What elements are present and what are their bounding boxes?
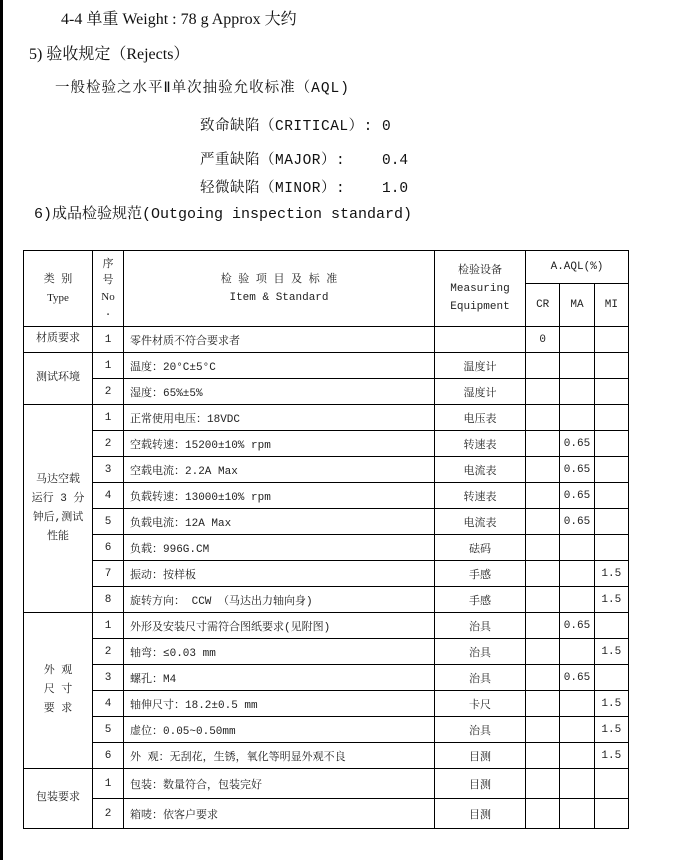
table-row — [24, 379, 629, 405]
type-cell-line: 尺 寸 — [43, 684, 73, 696]
mi-cell — [594, 327, 628, 353]
cr-cell — [526, 561, 560, 587]
aql-critical-value: 0 — [382, 119, 391, 135]
header-no-dot: . — [104, 306, 112, 319]
table-row — [24, 587, 629, 613]
item-cell: 空载电流：2.2A Max — [124, 457, 435, 483]
mi-cell: 1.5 — [594, 587, 628, 613]
page-edge — [0, 0, 3, 860]
mi-cell: 1.5 — [594, 691, 628, 717]
no-cell: 2 — [93, 639, 124, 665]
no-cell: 8 — [93, 587, 124, 613]
no-cell: 5 — [93, 509, 124, 535]
no-cell: 6 — [93, 743, 124, 769]
type-cell: 材质要求 — [24, 327, 93, 353]
equipment-cell: 砝码 — [435, 535, 526, 561]
ma-cell — [560, 535, 594, 561]
ma-cell — [560, 327, 594, 353]
equipment-cell: 治具 — [435, 665, 526, 691]
equipment-cell: 目测 — [435, 799, 526, 829]
ma-cell: 0.65 — [560, 613, 594, 639]
no-cell: 5 — [93, 717, 124, 743]
aql-major-value: 0.4 — [382, 153, 409, 169]
cr-cell — [526, 353, 560, 379]
aql-critical-label: 致命缺陷（CRITICAL）: — [200, 119, 373, 135]
header-ma: MA — [560, 284, 594, 327]
equipment-cell: 湿度计 — [435, 379, 526, 405]
item-cell: 包装：数量符合，包装完好 — [124, 769, 435, 799]
equipment-cell: 治具 — [435, 717, 526, 743]
item-cell: 零件材质不符合要求者 — [124, 327, 435, 353]
no-cell: 7 — [93, 561, 124, 587]
item-cell: 空载转速：15200±10% rpm — [124, 431, 435, 457]
aql-intro: 一般检验之水平Ⅱ单次抽验允收标准（AQL) — [55, 81, 350, 97]
item-cell: 箱唛：依客户要求 — [124, 799, 435, 829]
header-no-cn-1: 序 — [102, 258, 114, 271]
header-item — [124, 251, 435, 327]
header-type — [24, 251, 93, 327]
no-cell: 1 — [93, 405, 124, 431]
aql-minor-value: 1.0 — [382, 181, 409, 197]
item-cell: 虚位：0.05~0.50mm — [124, 717, 435, 743]
item-cell: 轴伸尺寸：18.2±0.5 mm — [124, 691, 435, 717]
header-no-en: No — [101, 290, 115, 303]
item-cell: 湿度：65%±5% — [124, 379, 435, 405]
type-cell-line: 马达空载 — [36, 473, 80, 486]
type-cell-line: 性能 — [47, 530, 69, 543]
mi-cell — [594, 379, 628, 405]
header-item-cn: 检 验 项 目 及 标 准 — [220, 273, 338, 286]
type-cell-line: 钟后,测试 — [32, 511, 84, 524]
cr-cell — [526, 743, 560, 769]
item-cell: 负载：996G.CM — [124, 535, 435, 561]
type-cell — [24, 613, 93, 769]
header-aql: A.AQL(%) — [526, 251, 629, 284]
ma-cell — [560, 639, 594, 665]
mi-cell — [594, 799, 628, 829]
mi-cell — [594, 665, 628, 691]
header-no — [93, 251, 124, 327]
table-row — [24, 405, 629, 431]
table-row — [24, 483, 629, 509]
table-row — [24, 665, 629, 691]
mi-cell — [594, 353, 628, 379]
type-cell — [24, 405, 93, 613]
aql-major-label: 严重缺陷（MAJOR）: — [200, 153, 346, 169]
ma-cell: 0.65 — [560, 483, 594, 509]
item-cell: 轴弯：≤0.03 mm — [124, 639, 435, 665]
cr-cell — [526, 717, 560, 743]
cr-cell — [526, 639, 560, 665]
table-row — [24, 691, 629, 717]
table-row — [24, 535, 629, 561]
ma-cell — [560, 561, 594, 587]
equipment-cell: 转速表 — [435, 431, 526, 457]
ma-cell — [560, 405, 594, 431]
no-cell: 2 — [93, 799, 124, 829]
cr-cell — [526, 405, 560, 431]
aql-critical — [200, 114, 391, 135]
header-equipment — [435, 251, 526, 327]
header-equipment-en-1: Measuring — [450, 282, 510, 295]
equipment-cell: 手感 — [435, 587, 526, 613]
type-cell: 测试环境 — [24, 353, 93, 405]
table-row — [24, 613, 629, 639]
table-row — [24, 431, 629, 457]
item-cell: 振动：按样板 — [124, 561, 435, 587]
no-cell: 3 — [93, 457, 124, 483]
no-cell: 3 — [93, 665, 124, 691]
mi-cell: 1.5 — [594, 743, 628, 769]
weight-line: 4-4 单重 Weight : 78 g Approx 大约 — [61, 11, 297, 28]
no-cell: 1 — [93, 327, 124, 353]
no-cell: 6 — [93, 535, 124, 561]
type-cell: 包装要求 — [24, 769, 93, 829]
mi-cell: 1.5 — [594, 561, 628, 587]
outgoing-heading: 6)成品检验规范(Outgoing inspection standard) — [34, 206, 413, 223]
no-cell: 4 — [93, 691, 124, 717]
header-equipment-cn: 检验设备 — [458, 264, 502, 277]
table-row — [24, 639, 629, 665]
ma-cell: 0.65 — [560, 665, 594, 691]
equipment-cell — [435, 327, 526, 353]
ma-cell: 0.65 — [560, 457, 594, 483]
type-cell-line: 要 求 — [43, 703, 73, 715]
equipment-cell: 电压表 — [435, 405, 526, 431]
no-cell: 1 — [93, 613, 124, 639]
cr-cell — [526, 379, 560, 405]
no-cell: 1 — [93, 769, 124, 799]
equipment-cell: 治具 — [435, 639, 526, 665]
aql-minor — [200, 176, 408, 197]
mi-cell — [594, 613, 628, 639]
table-row — [24, 717, 629, 743]
table-row — [24, 457, 629, 483]
table-row — [24, 743, 629, 769]
item-cell: 负载电流：12A Max — [124, 509, 435, 535]
item-cell: 外形及安装尺寸需符合图纸要求(见附图) — [124, 613, 435, 639]
type-cell-line: 运行 3 分 — [31, 492, 85, 505]
mi-cell — [594, 405, 628, 431]
table-row — [24, 327, 629, 353]
equipment-cell: 治具 — [435, 613, 526, 639]
header-type-cn: 类 别 — [43, 273, 73, 286]
type-cell-line: 外 观 — [43, 665, 73, 677]
cr-cell — [526, 691, 560, 717]
ma-cell — [560, 691, 594, 717]
header-cr: CR — [526, 284, 560, 327]
inspection-table-body — [24, 327, 629, 829]
no-cell: 2 — [93, 379, 124, 405]
item-cell: 温度：20°C±5°C — [124, 353, 435, 379]
cr-cell — [526, 535, 560, 561]
cr-cell: 0 — [526, 327, 560, 353]
cr-cell — [526, 483, 560, 509]
table-row — [24, 353, 629, 379]
header-no-cn-2: 号 — [102, 274, 114, 287]
item-cell: 螺孔：M4 — [124, 665, 435, 691]
no-cell: 1 — [93, 353, 124, 379]
aql-minor-label: 轻微缺陷（MINOR）: — [200, 181, 346, 197]
item-cell: 负载转速：13000±10% rpm — [124, 483, 435, 509]
ma-cell — [560, 717, 594, 743]
item-cell: 外 观：无刮花，生锈，氧化等明显外观不良 — [124, 743, 435, 769]
header-item-en: Item & Standard — [229, 291, 329, 304]
cr-cell — [526, 665, 560, 691]
equipment-cell: 电流表 — [435, 457, 526, 483]
equipment-cell: 温度计 — [435, 353, 526, 379]
mi-cell — [594, 509, 628, 535]
mi-cell — [594, 769, 628, 799]
item-cell: 正常使用电压：18VDC — [124, 405, 435, 431]
mi-cell — [594, 431, 628, 457]
cr-cell — [526, 431, 560, 457]
ma-cell — [560, 353, 594, 379]
equipment-cell: 手感 — [435, 561, 526, 587]
rejects-heading: 5) 验收规定（Rejects） — [29, 46, 190, 63]
cr-cell — [526, 799, 560, 829]
cr-cell — [526, 587, 560, 613]
no-cell: 2 — [93, 431, 124, 457]
equipment-cell: 电流表 — [435, 509, 526, 535]
table-row — [24, 561, 629, 587]
ma-cell — [560, 743, 594, 769]
ma-cell — [560, 379, 594, 405]
table-row — [24, 799, 629, 829]
mi-cell — [594, 535, 628, 561]
ma-cell — [560, 587, 594, 613]
cr-cell — [526, 457, 560, 483]
ma-cell: 0.65 — [560, 431, 594, 457]
cr-cell — [526, 613, 560, 639]
cr-cell — [526, 509, 560, 535]
ma-cell: 0.65 — [560, 509, 594, 535]
no-cell: 4 — [93, 483, 124, 509]
equipment-cell: 卡尺 — [435, 691, 526, 717]
header-equipment-en-2: Equipment — [450, 300, 510, 313]
cr-cell — [526, 769, 560, 799]
header-type-en: Type — [47, 291, 69, 304]
mi-cell — [594, 457, 628, 483]
item-cell: 旋转方向： CCW （马达出力轴向身) — [124, 587, 435, 613]
mi-cell — [594, 483, 628, 509]
aql-major — [200, 148, 408, 169]
inspection-table — [23, 250, 629, 829]
equipment-cell: 目测 — [435, 743, 526, 769]
ma-cell — [560, 799, 594, 829]
header-mi: MI — [594, 284, 628, 327]
equipment-cell: 目测 — [435, 769, 526, 799]
ma-cell — [560, 769, 594, 799]
equipment-cell: 转速表 — [435, 483, 526, 509]
mi-cell: 1.5 — [594, 639, 628, 665]
table-row — [24, 769, 629, 799]
mi-cell: 1.5 — [594, 717, 628, 743]
table-row — [24, 509, 629, 535]
